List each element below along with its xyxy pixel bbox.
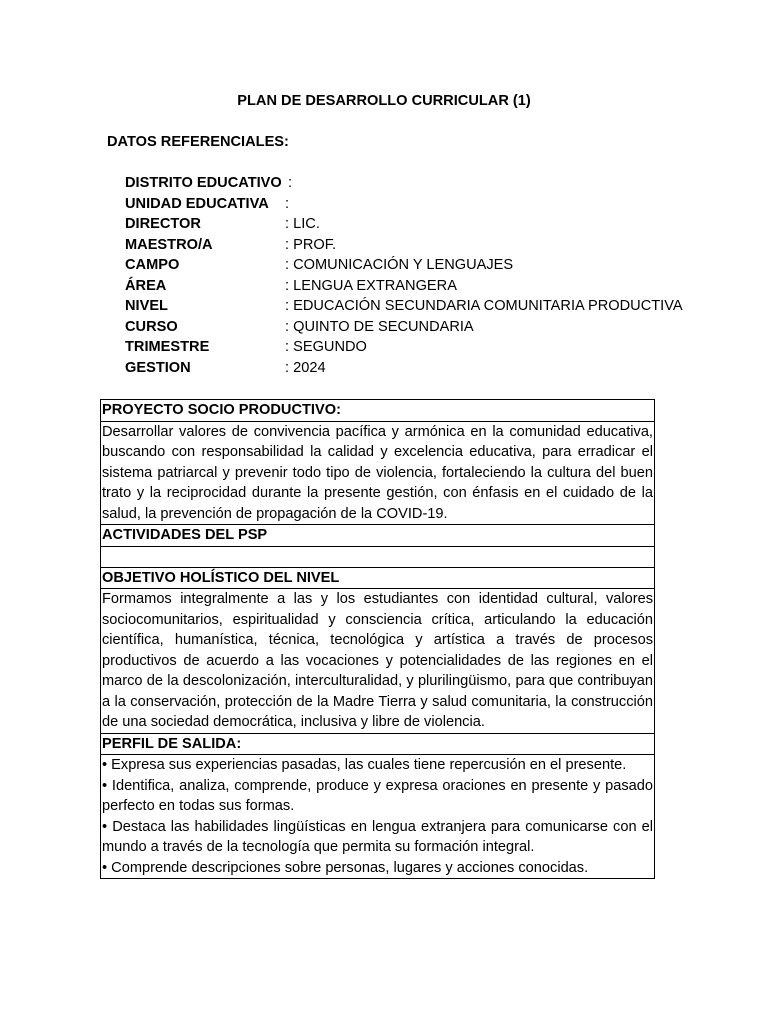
ref-value: : 2024: [285, 359, 326, 376]
ref-value: : QUINTO DE SECUNDARIA: [285, 318, 474, 335]
ref-value: : LIC.: [285, 216, 320, 232]
ref-label: CAMPO: [125, 257, 180, 273]
ref-value: : COMUNICACIÓN Y LENGUAJES: [285, 257, 514, 273]
ref-label: ÁREA: [125, 277, 167, 294]
ref-value: :: [288, 175, 293, 191]
actividades-heading-row: [101, 525, 655, 547]
perfil-items-row: [101, 755, 655, 879]
ref-label: CURSO: [125, 318, 178, 335]
ref-label: GESTION: [125, 359, 191, 376]
perfil-item: • Destaca las habilidades lingüísticas en lengua extranjera para comunicarse con el mundo a través de la tecnología que permita su formación integral.: [102, 818, 653, 855]
actividades-text: [101, 546, 655, 567]
ref-value: : SEGUNDO: [285, 339, 367, 355]
ref-value: : EDUCACIÓN SECUNDARIA COMUNITARIA PRODUCTIVA: [285, 298, 683, 314]
ref-label: MAESTRO/A: [125, 236, 213, 253]
perfil-item: • Expresa sus experiencias pasadas, las cuales tiene repercusión en el presente.: [102, 757, 627, 773]
curriculum-table: [100, 399, 655, 879]
ref-label: TRIMESTRE: [125, 339, 210, 355]
document-title: PLAN DE DESARROLLO CURRICULAR (1): [237, 93, 531, 109]
ref-label: UNIDAD EDUCATIVA: [125, 195, 269, 212]
perfil-heading: PERFIL DE SALIDA:: [101, 733, 655, 755]
perfil-item: • Identifica, analiza, comprende, produce y expresa oraciones en presente y pasado perfecto en todas sus formas.: [102, 777, 653, 814]
psp-heading: PROYECTO SOCIO PRODUCTIVO:: [101, 400, 655, 422]
objetivo-text-row: [101, 589, 655, 734]
perfil-items: [101, 755, 655, 879]
ref-label: NIVEL: [125, 298, 168, 314]
perfil-item: • Comprende descripciones sobre personas, lugares y acciones conocidas.: [102, 859, 589, 876]
actividades-empty-row: [101, 546, 655, 567]
ref-value: : PROF.: [285, 236, 337, 253]
psp-text: Desarrollar valores de convivencia pacífica y armónica en la comunidad educativa, buscando con responsabilidad la calidad y excelencia educativa, para erradicar el sistema patriarcal y prevenir todo tipo de violencia, fortaleciendo la cultura del buen trato y la reciprocidad durante la presente gestión, con énfasis en el cuidado de la salud, la prevención de propagación de la COVID-19.: [101, 421, 655, 525]
objetivo-heading-row: [101, 567, 655, 589]
perfil-heading-row: [101, 733, 655, 755]
psp-text-row: [101, 421, 655, 525]
ref-value: :: [285, 195, 290, 212]
objetivo-text: Formamos integralmente a las y los estudiantes con identidad cultural, valores sociocomunitarios, espiritualidad y consciencia crítica, articulando la educación científica, humanística, técnica, tecnológica y artística a través de procesos productivos de acuerdo a las vocaciones y potencialidades de las regiones en el marco de la descolonización, interculturalidad, y plurilingüismo, para que contribuyan a la conservación, protección de la Madre Tierra y salud comunitaria, la construcción de una sociedad democrática, inclusiva y libre de violencia.: [101, 589, 655, 734]
ref-label: DIRECTOR: [125, 216, 201, 232]
ref-label: DISTRITO EDUCATIVO: [125, 175, 282, 191]
actividades-heading: ACTIVIDADES DEL PSP: [101, 525, 655, 547]
objetivo-heading: OBJETIVO HOLÍSTICO DEL NIVEL: [101, 567, 655, 589]
datos-referenciales-heading: DATOS REFERENCIALES:: [107, 134, 289, 150]
ref-value: : LENGUA EXTRANGERA: [285, 277, 457, 294]
psp-heading-row: [101, 400, 655, 422]
